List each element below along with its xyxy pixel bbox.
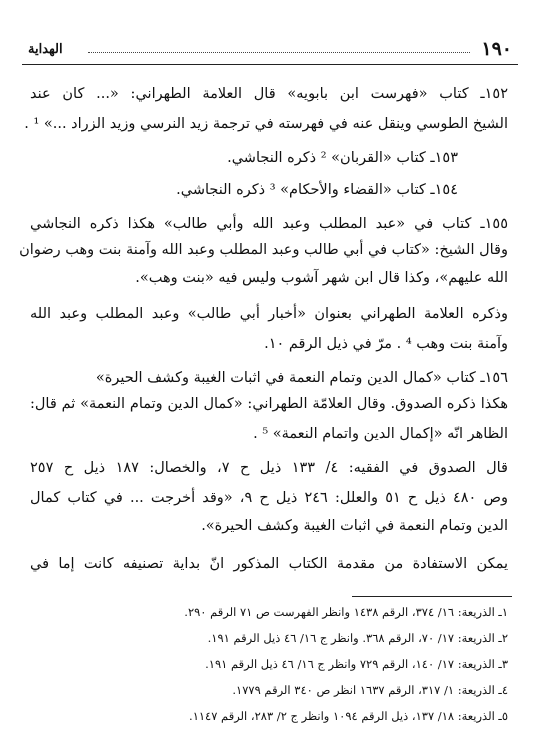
footnote-1: ١ـ الذريعة: ١٦/ ٣٧٤، الرقم ١٤٣٨ وانظر الفهرست ص ٧١ الرقم ٢٩٠. bbox=[184, 605, 508, 619]
page-header bbox=[22, 38, 518, 64]
body-line-16: يمكن الاستفادة من مقدمة الكتاب المذكور انّ بداية تصنيفه كانت إما في bbox=[30, 556, 508, 572]
body-line-9: وآمنة بنت وهب ⁴ . مرّ في ذيل الرقم ١٠. bbox=[264, 336, 508, 352]
body-line-6: وقال الشيخ: «كتاب في أبي طالب وعبد المطلب وعبد الله وآمنة بنت وهب رضوان bbox=[19, 242, 508, 258]
footnote-rule bbox=[352, 596, 512, 597]
page-number: ١٩٠ bbox=[481, 38, 512, 60]
footnote-3: ٣ـ الذريعة: ١٧/ ١٤٠، الرقم ٧٢٩ وانظر ج ١٦/ ٤٦ ذيل الرقم ١٩١. bbox=[205, 657, 508, 671]
body-line-11: هكذا ذكره الصدوق. وقال العلامّة الطهراني: «كمال الدين وتمام النعمة» ثم قال: bbox=[30, 396, 508, 412]
footnote-2: ٢ـ الذريعة: ١٧/ ٧٠، الرقم ٣٦٨. وانظر ج ١٦/ ٤٦ ذيل الرقم ١٩١. bbox=[207, 631, 508, 645]
footnote-5: ٥ـ الذريعة: ١٨/ ١٣٧، ذيل الرقم ١٠٩٤ وانظر ج ٢/ ٢٨٣، الرقم ١١٤٧. bbox=[189, 709, 508, 723]
body-line-1: ١٥٢ـ كتاب «فهرست ابن بابويه» قال العلامة الطهراني: «... كان عند bbox=[30, 86, 508, 102]
footnote-4: ٤ـ الذريعة: ١/ ٣١٧، الرقم ١٦٣٧ انظر ص ٣٤٠ الرقم ١٧٧٩. bbox=[232, 683, 508, 697]
body-line-13: قال الصدوق في الفقيه: ٤/ ١٣٣ ذيل ح ٧، والخصال: ١٨٧ ذيل ح ٢٥٧ bbox=[30, 460, 508, 476]
body-line-2: الشيخ الطوسي وينقل عنه في فهرسته في ترجمة زيد النرسي وزيد الزراد ...» ¹ . bbox=[24, 116, 508, 132]
body-line-10: ١٥٦ـ كتاب «كمال الدين وتمام النعمة في اثبات الغيبة وكشف الحيرة» bbox=[95, 370, 508, 386]
body-line-5: ١٥٥ـ كتاب في «عبد المطلب وعبد الله وأبي طالب» هكذا ذكره النجاشي bbox=[30, 216, 508, 232]
body-line-12: الظاهر انّه «إكمال الدين واتمام النعمة» ⁵ . bbox=[253, 426, 508, 442]
body-line-7: الله عليهم»، وكذا قال ابن شهر آشوب وليس فيه «بنت وهب». bbox=[135, 270, 508, 286]
body-line-3: ١٥٣ـ كتاب «القربان» ² ذكره النجاشي. bbox=[227, 150, 458, 166]
body-line-14: وص ٤٨٠ ذيل ح ٥١ والعلل: ٢٤٦ ذيل ح ٩، «وقد أخرجت ... في كتاب كمال bbox=[30, 490, 508, 506]
body-line-8: وذكره العلامة الطهراني بعنوان «أخبار أبي طالب» وعبد المطلب وعبد الله bbox=[30, 306, 508, 322]
body-line-4: ١٥٤ـ كتاب «القضاء والأحكام» ³ ذكره النجاشي. bbox=[176, 182, 458, 198]
header-rule bbox=[22, 64, 518, 65]
header-dotted-leader bbox=[88, 52, 470, 53]
body-line-15: الدين وتمام النعمة في اثبات الغيبة وكشف الحيرة». bbox=[201, 518, 508, 534]
running-title: الهداية bbox=[28, 42, 63, 57]
